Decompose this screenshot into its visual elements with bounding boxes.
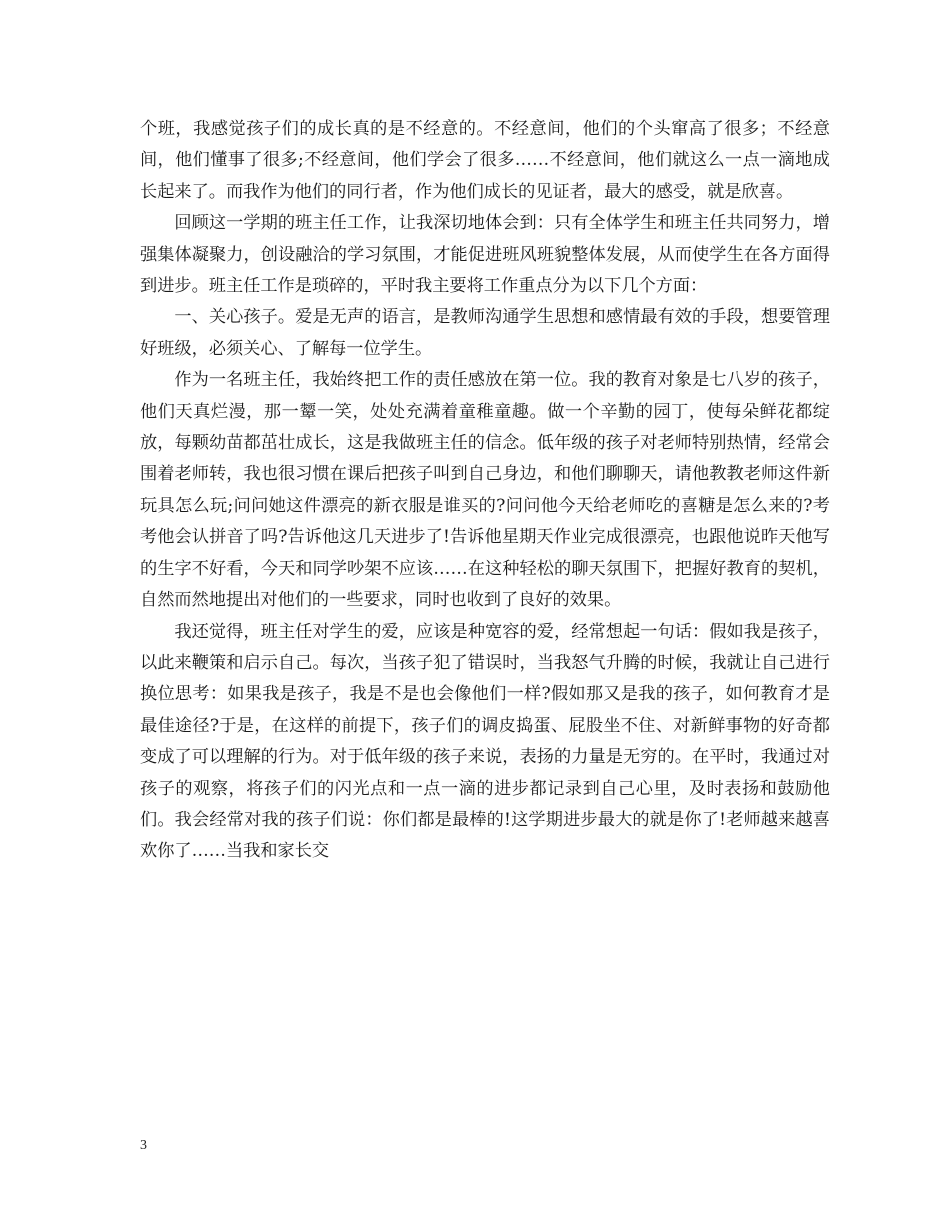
- paragraph-2: 回顾这一学期的班主任工作，让我深切地体会到：只有全体学生和班主任共同努力，增强集体凝聚力，创设融洽的学习氛围，才能促进班风班貌整体发展，从而使学生在各方面得到进步。班主任工作是琐碎的，平时我主要将工作重点分为以下几个方面：: [140, 213, 830, 297]
- paragraph-1: 个班，我感觉孩子们的成长真的是不经意的。不经意间，他们的个头窜高了很多；不经意间，他们懂事了很多;不经意间，他们学会了很多……不经意间，他们就这么一点一滴地成长起来了。而我作为他们的同行者，作为他们成长的见证者，最大的感受，就是欣喜。: [140, 119, 830, 202]
- page-number: 3: [140, 1138, 147, 1153]
- paragraph-4: 作为一名班主任，我始终把工作的责任感放在第一位。我的教育对象是七八岁的孩子，他们天真烂漫，那一颦一笑，处处充满着童稚童趣。做一个辛勤的园丁，使每朵鲜花都绽放，每颗幼苗都茁壮成长，这是我做班主任的信念。低年级的孩子对老师特别热情，经常会围着老师转，我也很习惯在课后把孩子叫到自己身边，和他们聊聊天，请他教教老师这件新玩具怎么玩;问问她这件漂亮的新衣服是谁买的?问问他今天给老师吃的喜糖是怎么来的?考考他会认拼音了吗?告诉他这几天进步了!告诉他星期天作业完成很漂亮，也跟他说昨天他写的生字不好看，今天和同学吵架不应该……在这种轻松的聊天氛围下，把握好教育的契机，自然而然地提出对他们的一些要求，同时也收到了良好的效果。: [140, 370, 830, 611]
- body-text: [140, 114, 830, 868]
- paragraph-3: 一、关心孩子。爱是无声的语言，是教师沟通学生思想和感情最有效的手段，想要管理好班级，必须关心、了解每一位学生。: [140, 307, 830, 359]
- paragraph-5: 我还觉得，班主任对学生的爱，应该是种宽容的爱，经常想起一句话：假如我是孩子，以此来鞭策和启示自己。每次，当孩子犯了错误时，当我怒气升腾的时候，我就让自己进行换位思考：如果我是孩子，我是不是也会像他们一样?假如那又是我的孩子，如何教育才是最佳途径?于是，在这样的前提下，孩子们的调皮捣蛋、屁股坐不住、对新鲜事物的好奇都变成了可以理解的行为。对于低年级的孩子来说，表扬的力量是无穷的。在平时，我通过对孩子的观察，将孩子们的闪光点和一点一滴的进步都记录到自己心里，及时表扬和鼓励他们。我会经常对我的孩子们说：你们都是最棒的!这学期进步最大的就是你了!老师越来越喜欢你了……当我和家长交: [140, 621, 830, 862]
